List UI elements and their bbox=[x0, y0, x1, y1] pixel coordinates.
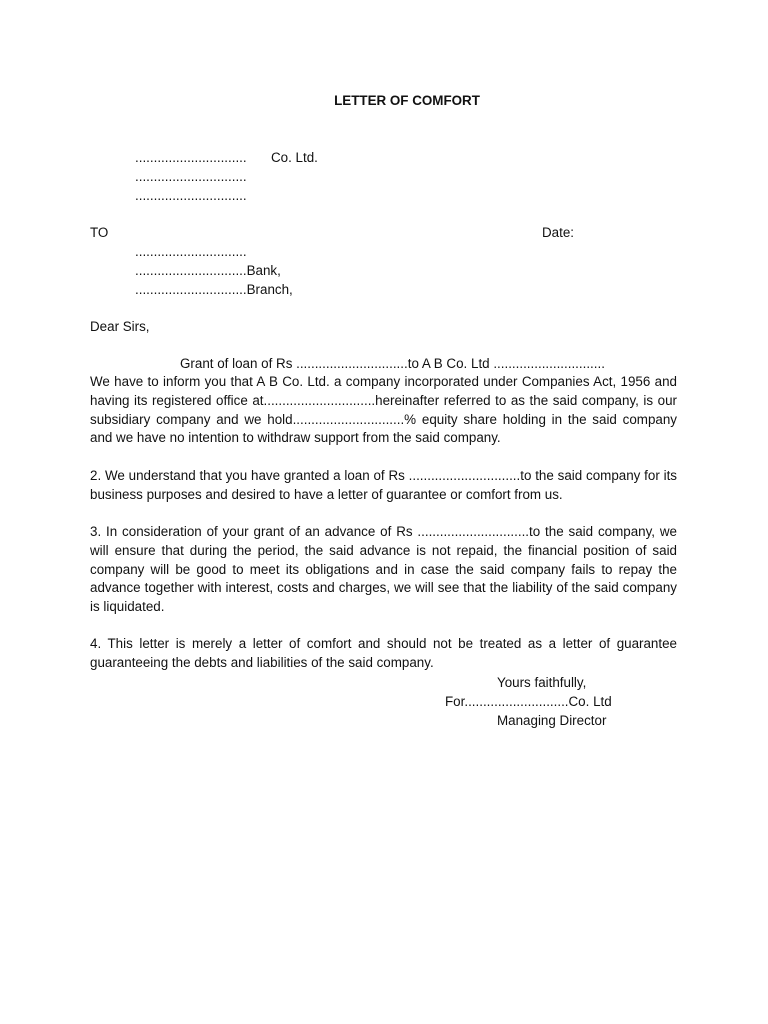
paragraph-2: 2. We understand that you have granted a loan of Rs ..............................to the said company for its business purposes and desired to have a letter of guarantee or comfort from us. bbox=[90, 468, 677, 502]
sender-line-2: .............................. bbox=[135, 169, 247, 184]
recipient-branch-line: ..............................Branch, bbox=[135, 282, 293, 297]
recipient-line-1: .............................. bbox=[135, 244, 247, 259]
closing-yours-faithfully: Yours faithfully, bbox=[497, 675, 587, 690]
salutation: Dear Sirs, bbox=[90, 319, 150, 334]
letter-title: LETTER OF COMFORT bbox=[334, 93, 480, 108]
paragraph-4: 4. This letter is merely a letter of comfort and should not be treated as a letter of guarantee guaranteeing the debts and liabilities of the said company. bbox=[90, 636, 677, 670]
paragraph-3: 3. In consideration of your grant of an advance of Rs ..............................to the said company, we will ensure that during the period, the said advance is not repaid, the financial position of said company will be good to meet its obligations and in case the said company fails to repay the advance together with interest, costs and charges, we will see that the liability of the said company is liquidated. bbox=[90, 524, 677, 615]
closing-designation: Managing Director bbox=[497, 713, 607, 728]
recipient-bank-line: ..............................Bank, bbox=[135, 263, 281, 278]
sender-line-1-dots: .............................. bbox=[135, 150, 247, 165]
subject-line: Grant of loan of Rs ..............................to A B Co. Ltd .............................. bbox=[180, 356, 605, 371]
sender-line-3: .............................. bbox=[135, 188, 247, 203]
to-label: TO bbox=[90, 225, 109, 240]
date-label: Date: bbox=[542, 225, 575, 240]
closing-for-company: For............................Co. Ltd bbox=[445, 694, 612, 709]
paragraph-1: We have to inform you that A B Co. Ltd. a company incorporated under Companies Act, 1956 and having its registered office at..............................hereinafter referred to as the said company, is our subsidiary company and we hold..............................% equity share holding in the said company and we have no intention to withdraw support from the said company. bbox=[90, 374, 677, 446]
sender-company-suffix: Co. Ltd. bbox=[271, 150, 318, 165]
